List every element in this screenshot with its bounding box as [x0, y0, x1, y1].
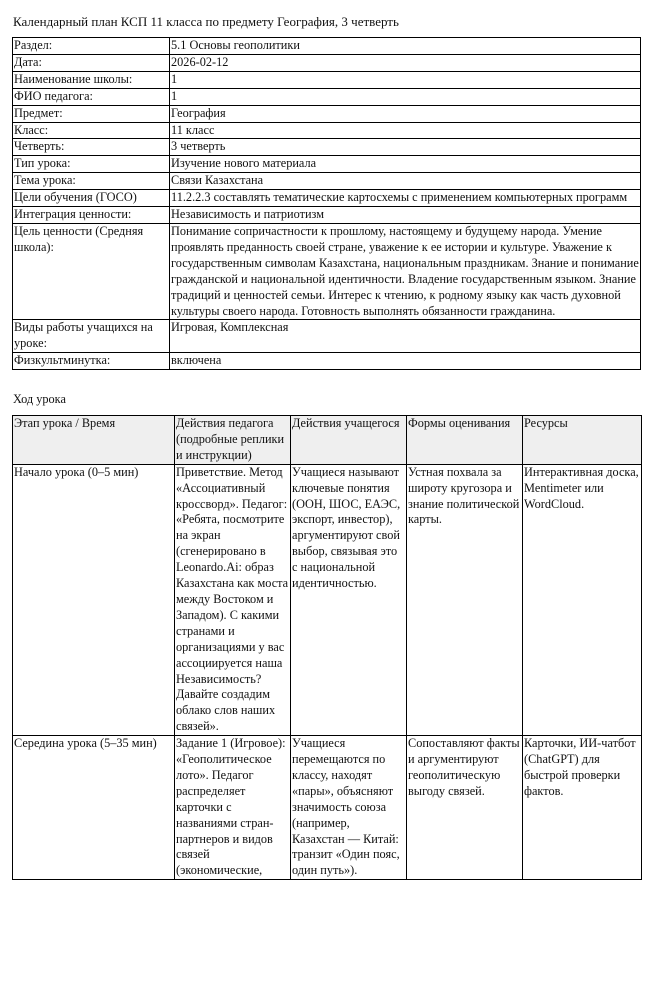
info-row [13, 122, 641, 139]
info-label: Предмет: [13, 105, 170, 122]
info-label: Цели обучения (ГОСО) [13, 190, 170, 207]
info-row [13, 320, 641, 353]
info-label: Раздел: [13, 38, 170, 55]
info-value: 2026-02-12 [170, 54, 641, 71]
plan-header-assessment: Формы оценивания [407, 416, 523, 465]
info-value: Связи Казахстана [170, 173, 641, 190]
plan-cell-stage: Середина урока (5–35 мин) [13, 736, 175, 880]
lesson-plan-table [12, 415, 642, 880]
info-value: 11 класс [170, 122, 641, 139]
info-label: Интеграция ценности: [13, 207, 170, 224]
info-label: Наименование школы: [13, 71, 170, 88]
info-row [13, 223, 641, 319]
info-row [13, 156, 641, 173]
info-label: Класс: [13, 122, 170, 139]
info-row [13, 353, 641, 370]
info-value: 1 [170, 88, 641, 105]
plan-header-resources: Ресурсы [523, 416, 642, 465]
info-value: включена [170, 353, 641, 370]
plan-cell-teacher-actions: Приветствие. Метод «Ассоциативный кроссворд». Педагог: «Ребята, посмотрите на экран (сгенерировано в Leonardo.Ai: образ Казахстана как моста между Востоком и Западом). С какими странами и организациями у вас ассоциируется наша Независимость? Давайте создадим облако слов наших связей». [175, 464, 291, 735]
info-row [13, 139, 641, 156]
plan-header-student-actions: Действия учащегося [291, 416, 407, 465]
info-value: 3 четверть [170, 139, 641, 156]
plan-cell-student-actions: Учащиеся перемещаются по классу, находят «пары», объясняют значимость союза (например, Казахстан — Китай: транзит «Один пояс, один путь»). [291, 736, 407, 880]
info-value: Игровая, Комплексная [170, 320, 641, 353]
info-value: География [170, 105, 641, 122]
info-value: 1 [170, 71, 641, 88]
plan-cell-student-actions: Учащиеся называют ключевые понятия (ООН, ШОС, ЕАЭС, экспорт, инвестор), аргументируют свой выбор, связывая это с национальной идентичностью. [291, 464, 407, 735]
info-label: Дата: [13, 54, 170, 71]
info-label: Цель ценности (Средняя школа): [13, 223, 170, 319]
info-row [13, 88, 641, 105]
info-row [13, 38, 641, 55]
info-row [13, 54, 641, 71]
plan-header-teacher-actions: Действия педагога (подробные реплики и инструкции) [175, 416, 291, 465]
plan-cell-teacher-actions: Задание 1 (Игровое): «Геополитическое лото». Педагог распределяет карточки с названиями стран-партнеров и видов связей (экономические, [175, 736, 291, 880]
info-label: Виды работы учащихся на уроке: [13, 320, 170, 353]
info-value: Изучение нового материала [170, 156, 641, 173]
plan-row [13, 464, 642, 735]
lesson-course-heading: Ход урока [13, 392, 66, 406]
info-value: Понимание сопричастности к прошлому, настоящему и будущему народа. Умение проявлять преданность своей стране, уважение к ее истории и культуре. Уважение к государственным символам Казахстана, национальным праздникам. Знание и понимание гражданской и национальной идентичности. Владение государственным языком. Знание традиций и ценностей семьи. Интерес к чтению, к родному языку как часть духовной культуры своего народа. Готовность выполнять обязанности гражданина. [170, 223, 641, 319]
plan-cell-resources: Карточки, ИИ-чатбот (ChatGPT) для быстрой проверки фактов. [523, 736, 642, 880]
plan-header-stage: Этап урока / Время [13, 416, 175, 465]
info-label: Тема урока: [13, 173, 170, 190]
info-value: Независимость и патриотизм [170, 207, 641, 224]
info-value: 5.1 Основы геополитики [170, 38, 641, 55]
info-row [13, 71, 641, 88]
plan-row [13, 736, 642, 880]
plan-cell-resources: Интерактивная доска, Mentimeter или WordCloud. [523, 464, 642, 735]
info-label: Тип урока: [13, 156, 170, 173]
info-row [13, 105, 641, 122]
plan-cell-assessment: Сопоставляют факты и аргументируют геополитическую выгоду связей. [407, 736, 523, 880]
info-row [13, 173, 641, 190]
plan-cell-stage: Начало урока (0–5 мин) [13, 464, 175, 735]
info-row [13, 190, 641, 207]
info-label: ФИО педагога: [13, 88, 170, 105]
info-row [13, 207, 641, 224]
plan-cell-assessment: Устная похвала за широту кругозора и знание политической карты. [407, 464, 523, 735]
lesson-info-table [12, 37, 641, 370]
document-title: Календарный план КСП 11 класса по предмету География, 3 четверть [13, 14, 399, 29]
info-label: Физкультминутка: [13, 353, 170, 370]
info-label: Четверть: [13, 139, 170, 156]
plan-header-row [13, 416, 642, 465]
info-value: 11.2.2.3 составлять тематические картосхемы с применением компьютерных программ [170, 190, 641, 207]
